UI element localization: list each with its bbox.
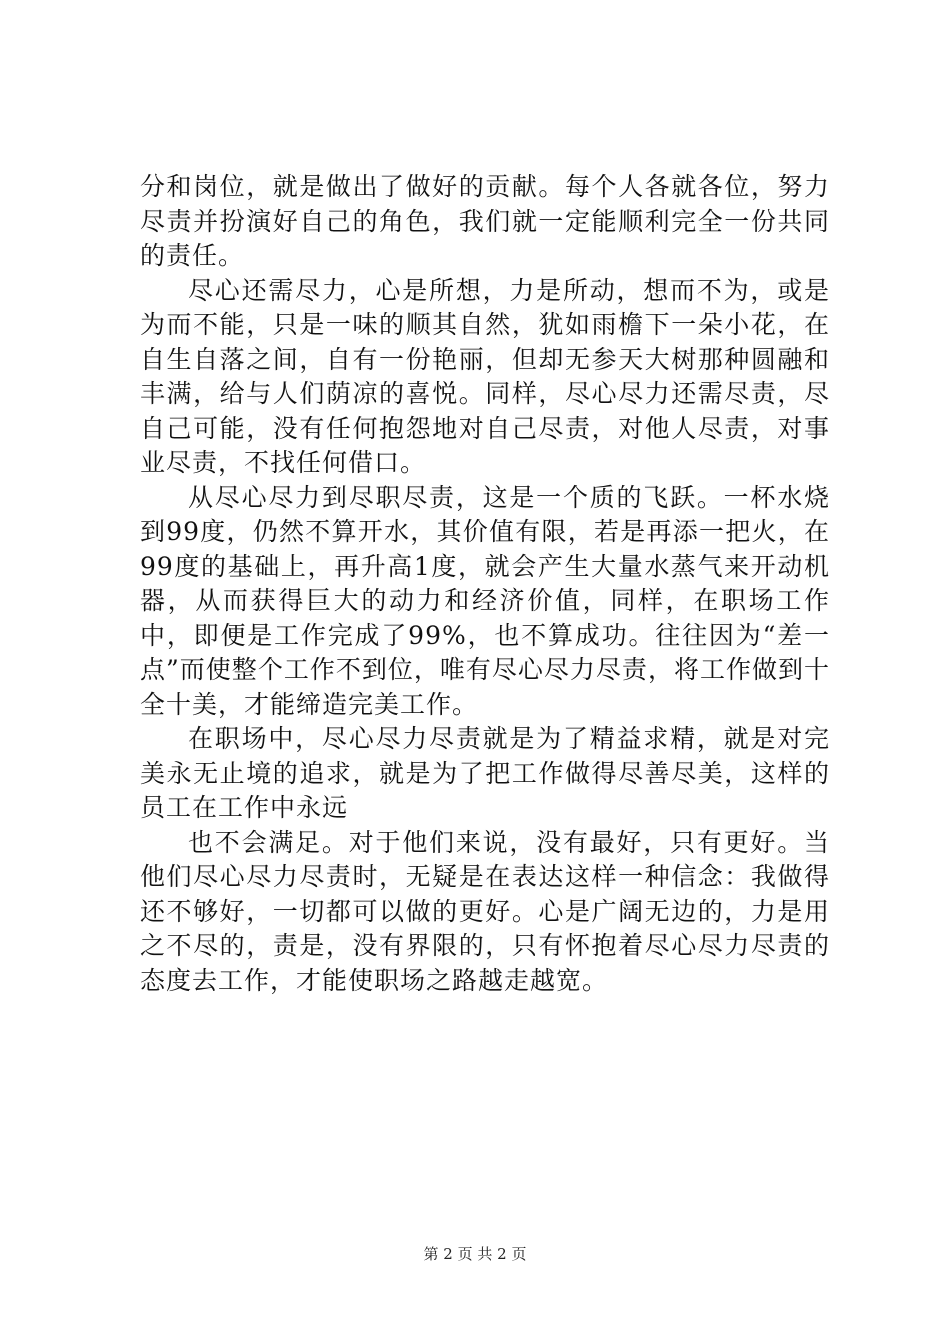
- paragraph-3: 从尽心尽力到尽职尽责，这是一个质的飞跃。一杯水烧到99度，仍然不算开水，其价值有限，若是再添一把火，在99度的基础上，再升高1度，就会产生大量水蒸气来开动机器，从而获得巨大的动力和经济价值，同样，在职场工作中，即便是工作完成了99%，也不算成功。往往因为“差一点”而使整个工作不到位，唯有尽心尽力尽责，将工作做到十全十美，才能缔造完美工作。: [140, 482, 830, 719]
- paragraph-4: 在职场中，尽心尽力尽责就是为了精益求精，就是对完美永无止境的追求，就是为了把工作做得尽善尽美，这样的员工在工作中永远: [140, 724, 830, 822]
- paragraph-5: 也不会满足。对于他们来说，没有最好，只有更好。当他们尽心尽力尽责时，无疑是在表达这样一种信念：我做得还不够好，一切都可以做的更好。心是广阔无边的，力是用之不尽的，责是，没有界限的，只有怀抱着尽心尽力尽责的态度去工作，才能使职场之路越走越宽。: [140, 827, 830, 995]
- page-number-footer: 第 2 页 共 2 页: [423, 1245, 527, 1263]
- paragraph-2: 尽心还需尽力，心是所想，力是所动，想而不为，或是为而不能，只是一味的顺其自然，犹如雨檐下一朵小花，在自生自落之间，自有一份艳丽，但却无参天大树那种圆融和丰满，给与人们荫凉的喜悦。同样，尽心尽力还需尽责，尽自己可能，没有任何抱怨地对自己尽责，对他人尽责，对事业尽责，不找任何借口。: [140, 275, 830, 477]
- document-body: [140, 170, 830, 998]
- paragraph-1: 分和岗位，就是做出了做好的贡献。每个人各就各位，努力尽责并扮演好自己的角色，我们就一定能顺利完全一份共同的责任。: [140, 172, 830, 270]
